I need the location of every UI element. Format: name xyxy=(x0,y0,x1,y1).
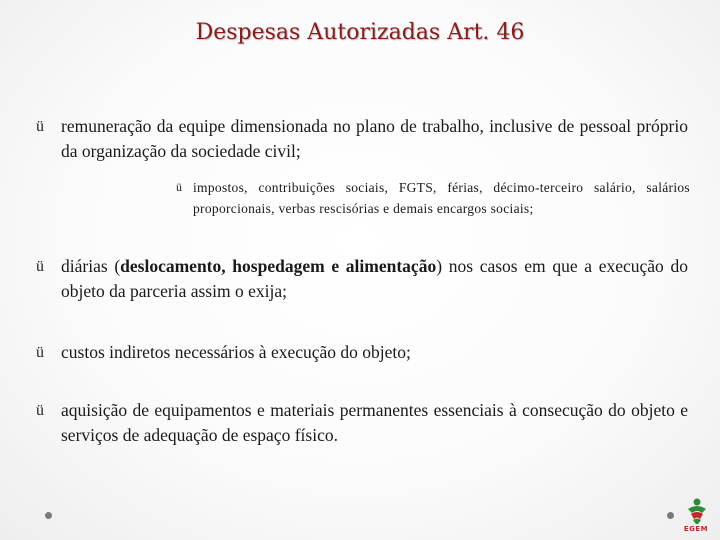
check-icon: ü xyxy=(36,344,44,361)
bullet-item-diarias xyxy=(36,254,688,304)
sub-bullet-item-impostos xyxy=(176,177,690,219)
bullet-text: aquisição de equipamentos e materiais permanentes essenciais à consecução do objeto e serviços de adequação de espaço físico. xyxy=(61,400,688,445)
bullet-item-aquisicao xyxy=(36,398,688,448)
bullet-text: custos indiretos necessários à execução do objeto; xyxy=(61,342,411,362)
bullet-item-custos xyxy=(36,340,688,365)
check-icon: ü xyxy=(36,258,44,275)
bullet-item-remuneracao xyxy=(36,114,688,164)
check-icon: ü xyxy=(36,118,44,135)
check-icon: ü xyxy=(176,180,183,194)
bullet-text: remuneração da equipe dimensionada no plano de trabalho, inclusive de pessoal próprio da organização da sociedade civil; xyxy=(61,116,688,161)
check-icon: ü xyxy=(36,402,44,419)
bullet-text-bold: deslocamento, hospedagem e alimentação xyxy=(120,256,437,276)
decorative-dot-right xyxy=(667,512,674,519)
bullet-text xyxy=(61,254,688,304)
bullet-text-after: ) nos casos em que a execução do objeto da parceria assim o exija; xyxy=(61,256,688,301)
egem-logo-text: EGEM xyxy=(683,525,709,533)
sub-bullet-text: impostos, contribuições sociais, FGTS, férias, décimo-terceiro salário, salários proporcionais, verbas rescisórias e demais encargos sociais; xyxy=(193,180,690,216)
egem-logo-icon xyxy=(676,497,716,527)
egem-logo xyxy=(676,497,716,537)
slide-title: Despesas Autorizadas Art. 46 xyxy=(195,20,525,45)
decorative-dot-left xyxy=(45,512,52,519)
bullet-text-before: diárias ( xyxy=(61,256,121,276)
